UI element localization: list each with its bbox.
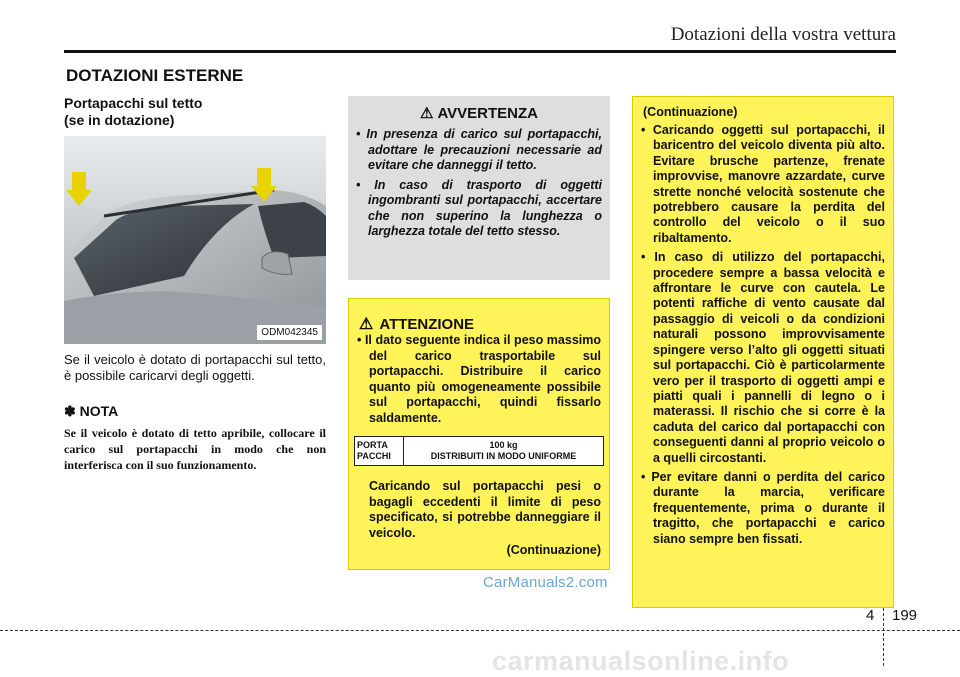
load-table: [354, 436, 604, 466]
caution-box: [348, 298, 610, 570]
note-title: ✽ NOTA: [64, 403, 119, 419]
warning-box: [348, 96, 610, 280]
caution-heading: [359, 314, 474, 334]
subtitle-line-2: (se in dotazione): [64, 112, 175, 128]
running-header: Dotazioni della vostra vettura: [670, 24, 896, 45]
warning-item: • In presenza di carico sul portapacchi, adottare le precauzioni necessarie ad evitare che danneggi il tetto.: [356, 127, 602, 172]
continuation-list: [641, 123, 885, 551]
site-watermark: carmanualsonline.info: [492, 646, 790, 676]
load-table-label: PORTA PACCHI: [355, 437, 404, 466]
caution-triangle-icon: ⚠: [359, 316, 374, 333]
continuation-item: • Caricando oggetti sul portapacchi, il baricentro del veicolo diventa più alto. Evitare brusche partenze, frenate improvvise, manovre azzardate, curve strette nonché velocità sostenute che potrebbero causare la perdita del controllo del veicolo o il suo ribaltamento.: [641, 123, 885, 245]
subsection-title: [64, 95, 324, 129]
roof-rack-photo: [64, 136, 326, 344]
chapter-number: 4: [866, 607, 875, 624]
warning-title: AVVERTENZA: [437, 105, 538, 122]
caution-item: • Il dato seguente indica il peso massimo del carico trasportabile sul portapacchi. Distribuire il carico quanto più omogeneamente possibile sul portapacchi, quindi fissarlo saldamente.: [357, 333, 601, 425]
note-text: Se il veicolo è dotato di tetto apribile, collocare il carico sul portapacchi in modo che non interferisca con il suo funzionamento.: [64, 426, 326, 472]
continuation-item: • In caso di utilizzo del portapacchi, procedere sempre a bassa velocità e affrontare le curve con cautela. Le potenti raffiche di vento causate dal passaggio di veicoli o da condizioni naturali possono improvvisamente spingere verso l’alto gli oggetti situati sul portapacchi. Ciò è particolarmente vero per il trasporto di oggetti ampi e piatti quali i pannelli di legno o i materassi. Il rischio che si corre è la caduta del carico dal portapacchi con conseguenti danni al proprio veicolo o a quelli circostanti.: [641, 250, 885, 465]
body-paragraph: Se il veicolo è dotato di portapacchi sul tetto, è possibile caricarvi degli oggetti.: [64, 352, 326, 383]
image-caption: ODM042345: [257, 325, 322, 340]
caution-title: ATTENZIONE: [379, 316, 475, 333]
warning-triangle-icon: ⚠: [419, 105, 434, 122]
warning-item: • In caso di trasporto di oggetti ingombranti sul portapacchi, accertare che non superino la lunghezza o larghezza totale del tetto stesso.: [356, 177, 602, 238]
caution-continued: (Continuazione): [506, 543, 601, 557]
load-table-value: 100 kg DISTRIBUITI IN MODO UNIFORME: [404, 437, 604, 466]
header-rule: [64, 50, 896, 53]
page-number: 199: [892, 607, 918, 624]
footer-divider: [883, 608, 884, 666]
caution-list: [357, 333, 601, 426]
footer-rule: [0, 630, 960, 631]
warning-list: [356, 127, 602, 244]
caution-tail-text: Caricando sul portapacchi pesi o bagagli eccedenti il limite di peso specificato, si potrebbe danneggiare il veicolo.: [369, 479, 601, 540]
subtitle-line-1: Portapacchi sul tetto: [64, 95, 203, 111]
car-roof-illustration: [64, 136, 326, 344]
watermark-link[interactable]: CarManuals2.com: [483, 574, 608, 591]
section-title: DOTAZIONI ESTERNE: [66, 66, 244, 85]
continuation-item: • Per evitare danni o perdita del carico durante la marcia, verificare frequentemente, prima o durante il tragitto, che portapacchi e carico siano sempre ben fissati.: [641, 469, 885, 546]
continuation-title: (Continuazione): [643, 105, 738, 119]
continuation-box: [632, 96, 894, 608]
warning-heading: [348, 104, 610, 122]
